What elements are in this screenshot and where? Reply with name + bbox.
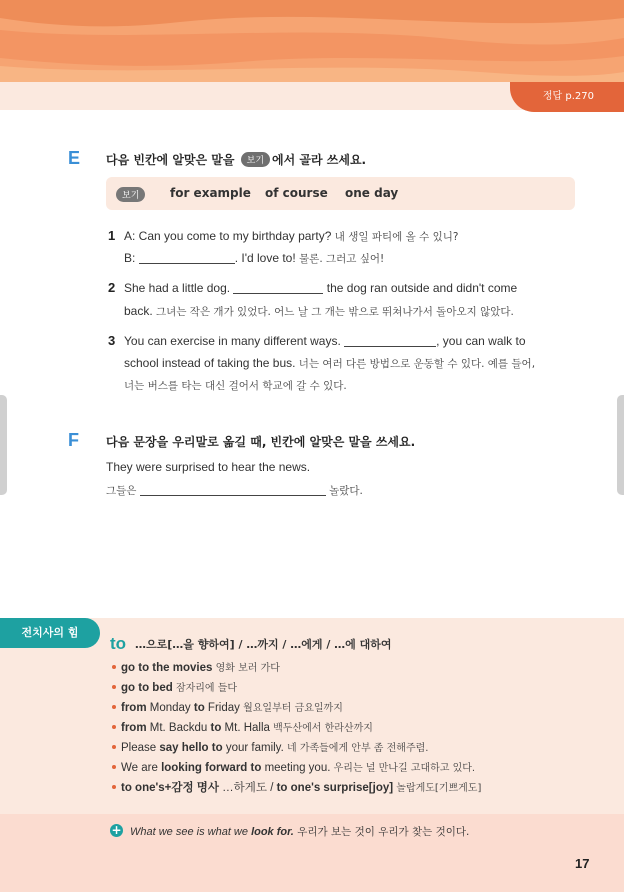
page-number: 17 — [575, 856, 590, 871]
bullet-icon — [112, 685, 116, 689]
tip-example: Please say hello to your family. 네 가족들에게 안부 좀 전해주렴. — [121, 742, 429, 754]
bullet-icon — [112, 725, 116, 729]
question-line: school instead of taking the bus. 너는 여러 다른 방법으로 운동할 수 있다. 예를 들어, — [124, 356, 536, 370]
option-word: for example — [170, 186, 251, 200]
instruction-text-start: 다음 빈칸에 알맞은 말을 — [106, 153, 235, 167]
question-line: 너는 버스를 타는 대신 걸어서 학교에 갈 수 있다. — [124, 380, 347, 392]
quote-text: What we see is what we look for. 우리가 보는 것이 우리가 찾는 것이다. — [130, 826, 470, 838]
tip-example: go to the movies 영화 보러 가다 — [121, 662, 280, 674]
question-line: She had a little dog. the dog ran outside and didn't come — [124, 281, 518, 295]
section-e-letter: E — [68, 148, 81, 168]
word-choice-box — [106, 177, 575, 210]
bullet-icon — [112, 785, 116, 789]
bogi-tag: 보기 — [241, 152, 270, 167]
tip-preposition: to — [110, 634, 127, 653]
bullet-icon — [112, 665, 116, 669]
section-e-instruction — [106, 151, 366, 168]
question-number: 3 — [108, 333, 116, 348]
box-tag: 보기 — [116, 187, 145, 202]
answer-blank[interactable] — [344, 335, 436, 347]
question-line: back. 그녀는 작은 개가 있었다. 어느 날 그 개는 밖으로 뛰쳐나가서 돌아오지 않았다. — [124, 304, 514, 318]
section-f-letter: F — [68, 430, 79, 450]
question-line: A: Can you come to my birthday party? 내 생일 파티에 올 수 있니? — [124, 229, 459, 243]
bullet-icon — [112, 745, 116, 749]
tip-example: We are looking forward to meeting you. 우리는 널 만나길 고대하고 있다. — [121, 762, 476, 774]
top-wave-banner — [0, 0, 624, 82]
question-line: You can exercise in many different ways. , you can walk to — [124, 334, 526, 348]
right-page-edge — [617, 395, 624, 495]
question-number: 1 — [108, 228, 116, 243]
option-word: one day — [345, 186, 399, 200]
bullet-icon — [112, 705, 116, 709]
source-sentence: They were surprised to hear the news. — [106, 460, 311, 474]
plus-icon: + — [111, 823, 122, 837]
tip-label: 전치사의 힘 — [0, 618, 100, 648]
left-page-edge — [0, 395, 7, 495]
answer-blank[interactable] — [233, 282, 323, 294]
tip-example: from Monday to Friday 월요일부터 금요일까지 — [121, 702, 343, 714]
question-number: 2 — [108, 280, 116, 295]
tip-example: go to bed 잠자리에 들다 — [121, 682, 238, 694]
answer-blank[interactable] — [139, 252, 235, 264]
answer-reference-tab: 정답 p.270 — [510, 82, 624, 112]
question-line: B: . I'd love to! 물론. 그러고 싶어! — [124, 251, 385, 265]
option-word: of course — [265, 186, 328, 200]
translation-line: 그들은 놀랐다. — [106, 485, 363, 497]
tip-meaning: …으로[…을 향하여] / …까지 / …에게 / …에 대하여 — [135, 638, 392, 651]
bullet-icon — [112, 765, 116, 769]
tip-example: from Mt. Backdu to Mt. Halla 백두산에서 한라산까지 — [121, 722, 373, 734]
answer-blank[interactable] — [140, 484, 326, 496]
section-f-instruction: 다음 문장을 우리말로 옮길 때, 빈칸에 알맞은 말을 쓰세요. — [106, 435, 416, 449]
instruction-text-end: 에서 골라 쓰세요. — [272, 153, 367, 167]
tip-example: to one's+감정 명사 …하게도 / to one's surprise[joy] 놀랍게도[기쁘게도] — [121, 782, 482, 794]
